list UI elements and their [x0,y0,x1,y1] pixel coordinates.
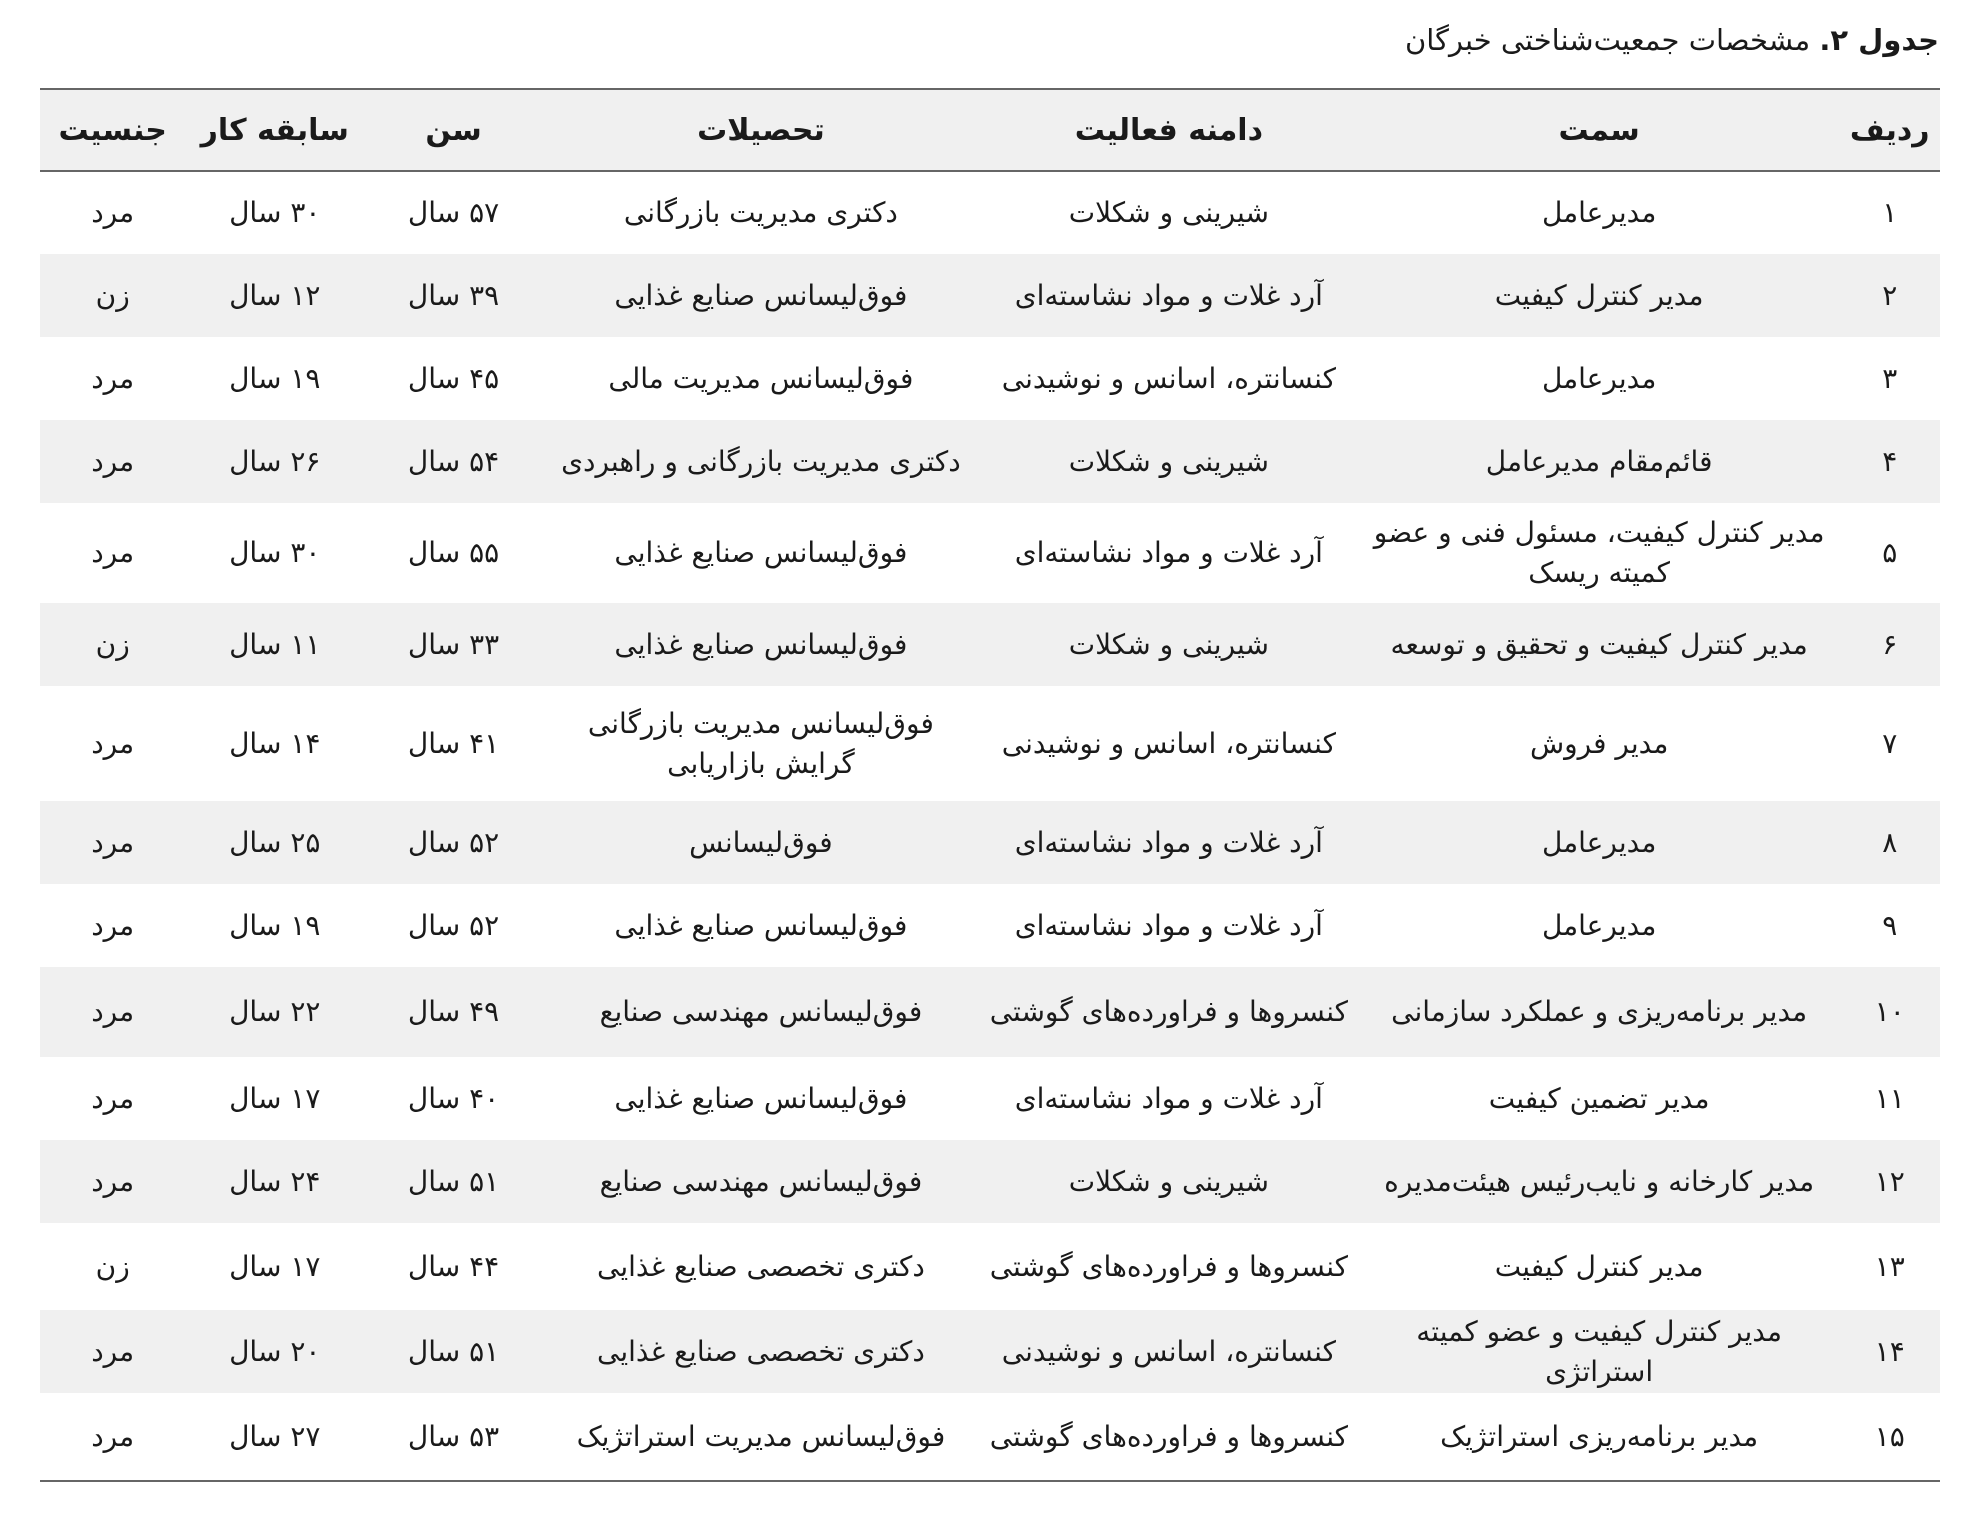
cell-experience: ۲۶ سال [229,444,321,478]
cell-index: ۹ [1882,908,1898,942]
cell-index: ۱۴ [1874,1334,1905,1368]
cell-age: ۳۳ سال [407,627,500,661]
cell-gender: مرد [91,825,135,859]
cell-experience: ۲۲ سال [229,995,321,1028]
cell-experience: ۱۹ سال [229,908,321,942]
table-row [40,603,1940,686]
cell-age: ۵۱ سال [407,1164,500,1198]
header-experience: سابقه کار [185,89,364,171]
cell-education: فوق‌لیسانس صنایع غذایی [614,1081,908,1115]
table-row [40,254,1940,337]
table-row [40,884,1940,967]
cell-field: شیرینی و شکلات [1068,627,1269,661]
cell-education: فوق‌لیسانس مدیریت بازرگانی گرایش بازاریابی [587,706,934,780]
cell-age: ۴۴ سال [407,1249,500,1283]
cell-index: ۱۲ [1874,1164,1905,1198]
cell-age: ۵۴ سال [407,444,500,478]
cell-field: آرد غلات و مواد نشاسته‌ای [1014,278,1323,312]
cell-experience: ۱۷ سال [229,1081,321,1115]
header-index: ردیف [1839,89,1940,171]
header-row [40,89,1940,171]
cell-experience: ۲۰ سال [229,1334,321,1368]
cell-gender: مرد [91,444,135,478]
cell-age: ۵۱ سال [407,1334,500,1368]
caption-title: مشخصات جمعیت‌شناختی خبرگان [1405,23,1811,57]
cell-field: شیرینی و شکلات [1068,1164,1269,1198]
cell-gender: مرد [91,908,135,942]
cell-experience: ۱۷ سال [229,1249,321,1283]
header-education: تحصیلات [543,89,979,171]
caption-label: جدول ۲. [1819,23,1939,57]
cell-position: مدیر کنترل کیفیت [1494,278,1704,312]
cell-gender: مرد [91,1081,135,1115]
table-header [40,89,1940,171]
cell-age: ۳۹ سال [407,278,500,312]
cell-index: ۱ [1882,196,1898,229]
cell-age: ۴۰ سال [407,1081,500,1115]
cell-position: مدیر کنترل کیفیت [1494,1249,1704,1283]
cell-position: مدیر فروش [1529,726,1669,760]
cell-gender: مرد [40,1393,185,1481]
cell-gender: مرد [91,1334,135,1368]
table-row [40,1140,1940,1223]
cell-age: ۵۲ سال [407,825,500,859]
cell-gender: مرد [91,995,135,1028]
cell-education: دکتری مدیریت بازرگانی و راهبردی [561,444,961,478]
cell-education: فوق‌لیسانس صنایع غذایی [614,908,908,942]
cell-field: کنسروها و فراورده‌های گوشتی [979,1393,1359,1481]
table-row [40,686,1940,801]
cell-position: مدیرعامل [1541,825,1657,859]
cell-gender: زن [95,278,130,312]
cell-index: ۱۳ [1874,1249,1905,1283]
cell-index: ۲ [1882,278,1898,312]
cell-index: ۱۰ [1874,995,1905,1028]
cell-education: فوق‌لیسانس مهندسی صنایع [599,1164,923,1198]
cell-field: کنسروها و فراورده‌های گوشتی [989,995,1348,1028]
cell-position: مدیر کارخانه و نایب‌رئیس هیئت‌مدیره [1384,1164,1815,1198]
table-caption [1405,18,1939,62]
cell-age: ۵۳ سال [364,1393,543,1481]
cell-field: کنسروها و فراورده‌های گوشتی [989,1249,1348,1283]
cell-position: مدیر کنترل کیفیت و عضو کمیته استراتژی [1416,1314,1782,1388]
header-age: سن [364,89,543,171]
cell-field: کنسانتره، اسانس و نوشیدنی [1001,361,1336,395]
cell-position: مدیر برنامه‌ریزی استراتژیک [1359,1393,1840,1481]
cell-index: ۳ [1882,361,1898,395]
cell-education: فوق‌لیسانس صنایع غذایی [614,536,908,569]
cell-age: ۴۱ سال [407,726,500,760]
cell-education: فوق‌لیسانس مدیریت استراتژیک [543,1393,979,1481]
cell-experience: ۲۵ سال [229,825,321,859]
cell-index: ۵ [1882,536,1898,569]
cell-education: فوق‌لیسانس صنایع غذایی [614,278,908,312]
cell-index: ۶ [1882,627,1898,661]
cell-experience: ۱۱ سال [229,627,321,661]
header-position: سمت [1359,89,1840,171]
header-field: دامنه فعالیت [979,89,1359,171]
cell-gender: مرد [91,361,135,395]
cell-field: کنسانتره، اسانس و نوشیدنی [1001,1334,1336,1368]
cell-index: ۷ [1882,726,1898,760]
cell-position: مدیر برنامه‌ریزی و عملکرد سازمانی [1391,995,1808,1028]
table-body [40,171,1940,1481]
cell-gender: زن [95,1249,130,1283]
cell-experience: ۲۴ سال [229,1164,321,1198]
cell-position: مدیرعامل [1541,361,1657,395]
cell-experience: ۳۰ سال [229,536,321,569]
cell-experience: ۲۷ سال [185,1393,364,1481]
table-row [40,171,1940,254]
cell-age: ۴۵ سال [407,361,500,395]
cell-experience: ۳۰ سال [229,196,321,229]
cell-experience: ۱۲ سال [229,278,321,312]
cell-field: آرد غلات و مواد نشاسته‌ای [1014,1081,1323,1115]
cell-index: ۱۵ [1839,1393,1940,1481]
cell-gender: مرد [91,196,135,229]
table-row [40,1223,1940,1310]
table-row [40,1310,1940,1393]
cell-field: شیرینی و شکلات [1068,196,1269,229]
table-row [40,1393,1940,1481]
cell-index: ۱۱ [1874,1081,1905,1115]
cell-education: فوق‌لیسانس [689,825,833,859]
cell-age: ۵۷ سال [407,196,500,229]
cell-position: مدیرعامل [1541,908,1657,942]
cell-field: شیرینی و شکلات [1068,444,1269,478]
demographics-table [40,88,1940,1482]
cell-experience: ۱۹ سال [229,361,321,395]
table-row [40,801,1940,884]
cell-position: مدیر کنترل کیفیت، مسئول فنی و عضو کمیته ریسک [1373,516,1825,589]
cell-gender: مرد [91,1164,135,1198]
cell-education: فوق‌لیسانس مدیریت مالی [608,361,914,395]
cell-gender: مرد [91,536,135,569]
cell-education: فوق‌لیسانس صنایع غذایی [614,627,908,661]
cell-field: کنسانتره، اسانس و نوشیدنی [1001,726,1336,760]
cell-education: دکتری تخصصی صنایع غذایی [597,1334,925,1368]
header-gender: جنسیت [40,89,185,171]
table-row [40,967,1940,1057]
cell-field: آرد غلات و مواد نشاسته‌ای [1014,825,1323,859]
cell-age: ۵۵ سال [407,536,500,569]
cell-gender: زن [95,627,130,661]
cell-index: ۴ [1882,444,1898,478]
table-row [40,420,1940,503]
table-row [40,503,1940,603]
cell-index: ۸ [1882,825,1898,859]
cell-education: فوق‌لیسانس مهندسی صنایع [599,995,923,1028]
cell-position: قائم‌مقام مدیرعامل [1485,444,1713,478]
table-row [40,337,1940,420]
cell-position: مدیر تضمین کیفیت [1488,1081,1710,1115]
cell-education: دکتری تخصصی صنایع غذایی [597,1249,925,1283]
cell-position: مدیر کنترل کیفیت و تحقیق و توسعه [1390,627,1808,661]
cell-experience: ۱۴ سال [229,726,321,760]
cell-field: آرد غلات و مواد نشاسته‌ای [1014,908,1323,942]
cell-education: دکتری مدیریت بازرگانی [623,196,898,229]
cell-position: مدیرعامل [1541,196,1657,229]
cell-gender: مرد [91,726,135,760]
cell-age: ۴۹ سال [407,995,500,1028]
table-row [40,1057,1940,1140]
cell-age: ۵۲ سال [407,908,500,942]
cell-field: آرد غلات و مواد نشاسته‌ای [1014,536,1323,569]
